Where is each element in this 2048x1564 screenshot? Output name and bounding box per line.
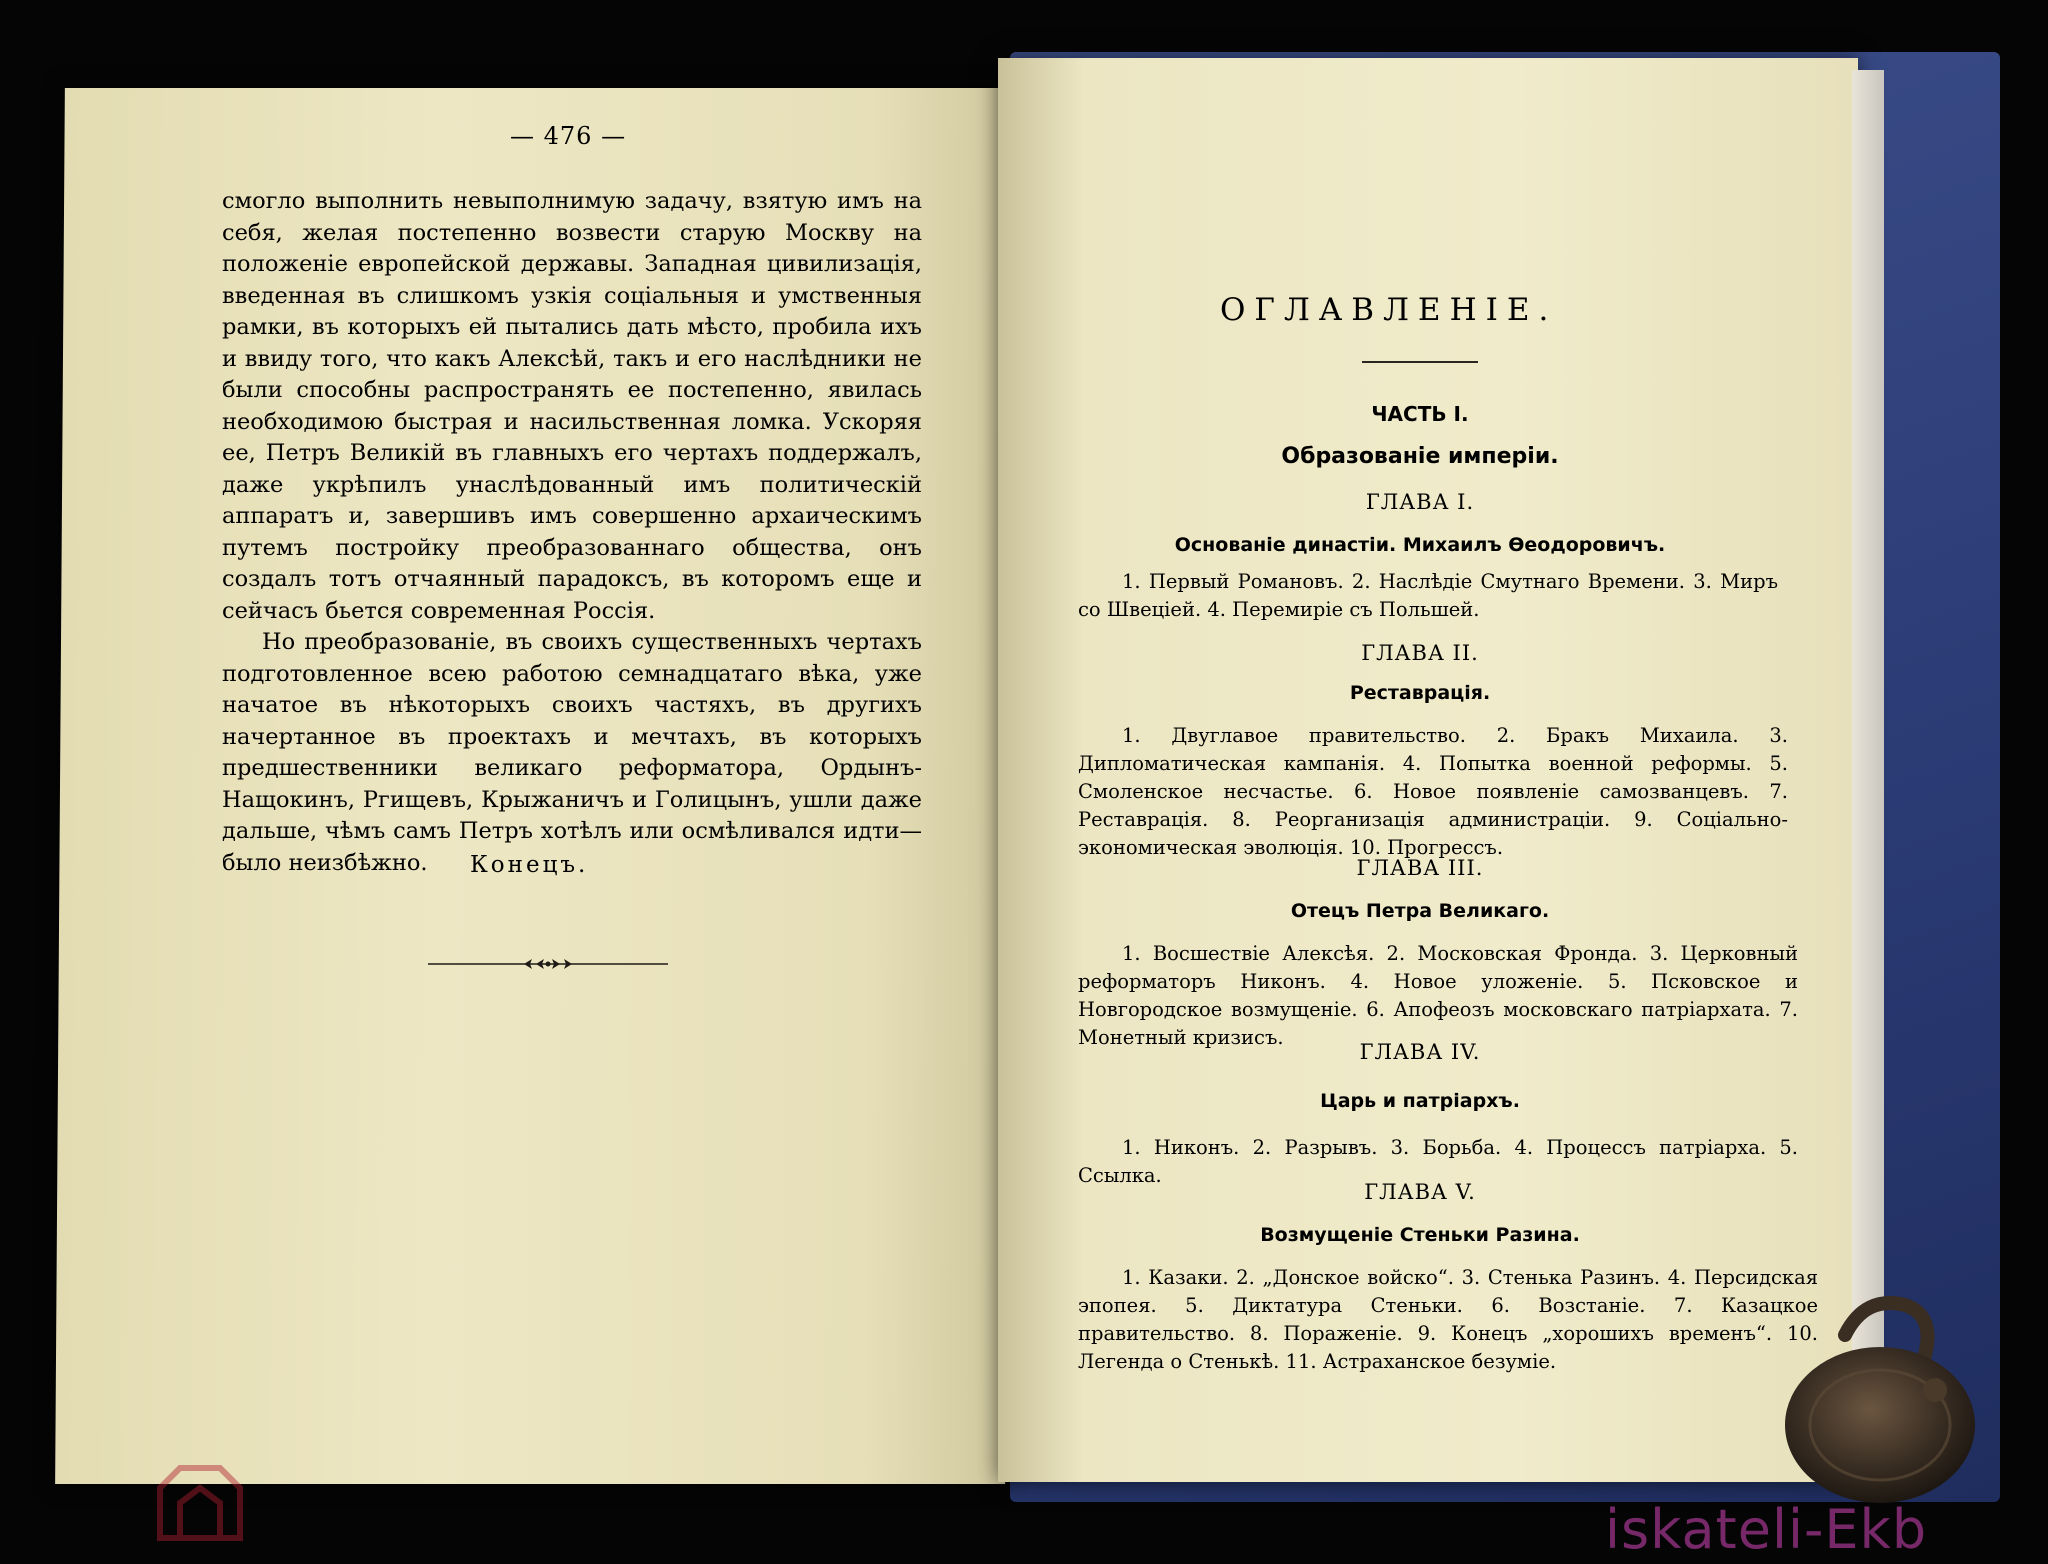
toc-title-rule <box>1362 361 1478 363</box>
end-word: Конецъ. <box>470 852 589 878</box>
chapter-entries: 1. Первый Романовъ. 2. Наслѣдіе Смутнаго Времени. 3. Миръ со Швеціей. 4. Перемиріе съ Польшей. <box>1078 570 1778 621</box>
chapter-entries: 1. Восшествіе Алексѣя. 2. Московская Фронда. 3. Церковный реформаторъ Никонъ. 4. Новое уложеніе. 5. Псковское и Новгородское возмущеніе. 6. Апофеозъ московскаго патріархата. 7. Монетный кризисъ. <box>1078 942 1798 1049</box>
chapter-title: Реставрація. <box>1349 682 1491 704</box>
chapter-label: ГЛАВА I. <box>1365 490 1475 514</box>
chapter-title: Основаніе династіи. Михаилъ Ѳеодоровичъ. <box>1174 534 1666 556</box>
bronze-seal-icon <box>1775 1295 2015 1505</box>
toc-title: ОГЛАВЛЕНІЕ. <box>1220 292 1558 328</box>
corner-logo-icon <box>150 1458 250 1548</box>
chapter-entries: 1. Никонъ. 2. Разрывъ. 3. Борьба. 4. Процессъ патріарха. 5. Ссылка. <box>1078 1136 1798 1187</box>
part-label: ЧАСТЬ I. <box>1371 402 1469 426</box>
part-title: Образованіе имперіи. <box>1281 444 1559 469</box>
chapter-label: ГЛАВА III. <box>1356 856 1484 880</box>
chapter-entries: 1. Двуглавое правительство. 2. Бракъ Михаила. 3. Дипломатическая кампанія. 4. Попытка военной реформы. 5. Смоленское несчастье. 6. Новое появленіе самозванцевъ. 7. Реставрація. 8. Реорганизація администраціи. 9. Соціально-экономическая эволюція. 10. Прогрессъ. <box>1078 724 1788 859</box>
chapter-title: Царь и патріархъ. <box>1320 1090 1520 1112</box>
watermark-text: iskateli-Ekb <box>1605 1498 1928 1561</box>
page-number: — 476 — <box>510 122 627 150</box>
page-edges <box>1852 70 1884 1480</box>
chapter-title: Отецъ Петра Великаго. <box>1290 900 1550 922</box>
paragraph-1: смогло выполнить невыполнимую задачу, взятую имъ на себя, желая постепенно возвести старую Москву на положеніе европейской державы. Западная цивилизація, введенная въ слишкомъ узкія соціальныя и умственныя рамки, въ которыхъ ей пытались дать мѣсто, пробила ихъ и ввиду того, что какъ Алексѣй, такъ и его наслѣдники не были способны распространять ее постепенно, явилась необходимою быстрая и насильственная ломка. Ускоряя ее, Петръ Великій въ главныхъ его чертахъ поддержалъ, даже укрѣпилъ унаслѣдованный имъ политическій аппаратъ и, завершивъ имъ совершенно архаическимъ путемъ постройку преобразованнаго общества, онъ создалъ тотъ отчаянный парадоксъ, въ которомъ еще и сейчасъ бьется современная Россія. <box>222 188 922 624</box>
chapter-title: Возмущеніе Стеньки Разина. <box>1260 1224 1580 1246</box>
chapter-entries: 1. Казаки. 2. „Донское войско“. 3. Стенька Разинъ. 4. Персидская эпопея. 5. Диктатура Стеньки. 6. Возстаніе. 7. Казацкое правительство. 8. Пораженіе. 9. Конецъ „хорошихъ временъ“. 10. Легенда о Стенькѣ. 11. Астраханское безуміе. <box>1078 1266 1818 1373</box>
chapter-label: ГЛАВА V. <box>1364 1180 1476 1204</box>
body-text <box>222 186 922 879</box>
chapter-label: ГЛАВА II. <box>1361 641 1479 665</box>
chapter-label: ГЛАВА IV. <box>1359 1040 1481 1064</box>
paragraph-2: Но преобразованіе, въ своихъ существенныхъ чертахъ подготовленное всею работою семнадцатаго вѣка, уже начатое въ нѣкоторыхъ своихъ частяхъ, въ другихъ начертанное въ проектахъ и мечтахъ, въ которыхъ предшественники великаго реформатора, Ордынъ-Нащокинъ, Ргищевъ, Крыжаничъ и Голицынъ, ушли даже дальше, чѣмъ самъ Петръ хотѣлъ или осмѣливался идти—было неизбѣжно. <box>222 629 922 876</box>
ornament-divider-icon <box>428 952 668 976</box>
